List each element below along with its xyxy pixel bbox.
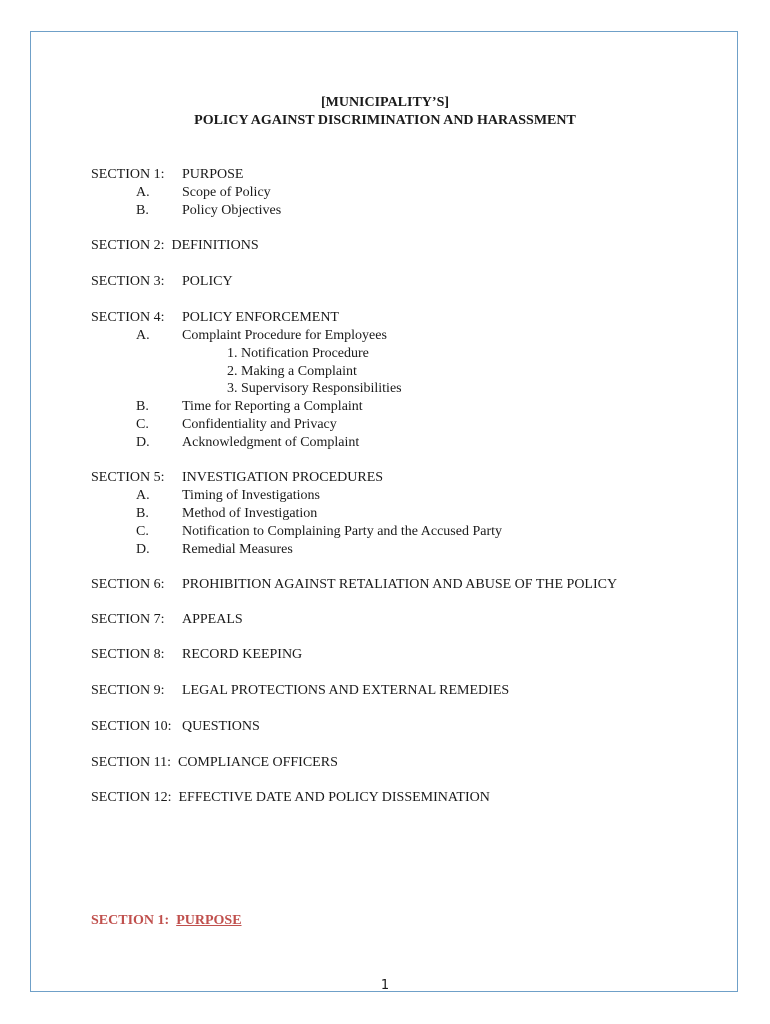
toc-item-text: Acknowledgment of Complaint bbox=[182, 435, 360, 450]
toc-subitem: 2. Making a Complaint bbox=[227, 364, 357, 379]
section-label: SECTION 11: bbox=[91, 755, 171, 770]
page-number: 1 bbox=[380, 978, 390, 993]
toc-section-6 bbox=[91, 577, 617, 593]
toc-item-text: Method of Investigation bbox=[182, 506, 318, 521]
document-title-line-2: POLICY AGAINST DISCRIMINATION AND HARASSMENT bbox=[194, 113, 576, 128]
section-title: RECORD KEEPING bbox=[182, 647, 303, 662]
section-title: QUESTIONS bbox=[182, 719, 260, 734]
section-label: SECTION 4: bbox=[91, 310, 165, 325]
toc-section-1 bbox=[91, 167, 243, 183]
section-title: PURPOSE bbox=[182, 167, 244, 182]
toc-item-text: Notification to Complaining Party and the Accused Party bbox=[182, 524, 502, 539]
toc-item-text: Policy Objectives bbox=[182, 203, 282, 218]
toc-item: B. bbox=[136, 506, 149, 521]
toc-item: C. bbox=[136, 417, 149, 432]
body-section-heading bbox=[91, 913, 242, 929]
heading-label: SECTION 1: bbox=[91, 913, 170, 928]
toc-section-11 bbox=[91, 755, 338, 771]
section-label: SECTION 7: bbox=[91, 612, 165, 627]
toc-section-7 bbox=[91, 612, 243, 628]
section-label: SECTION 5: bbox=[91, 470, 165, 485]
toc-item: D. bbox=[136, 542, 150, 557]
document-title-line-1: [MUNICIPALITY’S] bbox=[320, 95, 450, 110]
toc-item: D. bbox=[136, 435, 150, 450]
section-label: SECTION 2: bbox=[91, 238, 165, 253]
section-label: SECTION 12: bbox=[91, 790, 172, 805]
toc-section-9 bbox=[91, 683, 509, 699]
toc-section-4 bbox=[91, 310, 339, 326]
toc-item: A. bbox=[136, 488, 150, 503]
section-title: INVESTIGATION PROCEDURES bbox=[182, 470, 384, 485]
section-label: SECTION 10: bbox=[91, 719, 172, 734]
section-title: POLICY bbox=[182, 274, 233, 289]
toc-item-text: Scope of Policy bbox=[182, 185, 271, 200]
toc-section-12 bbox=[91, 790, 490, 806]
toc-item-text: Time for Reporting a Complaint bbox=[182, 399, 363, 414]
section-title: EFFECTIVE DATE AND POLICY DISSEMINATION bbox=[178, 790, 490, 805]
toc-subitem: 1. Notification Procedure bbox=[227, 346, 369, 361]
section-label: SECTION 8: bbox=[91, 647, 165, 662]
toc-section-5 bbox=[91, 470, 383, 486]
toc-item: A. bbox=[136, 185, 150, 200]
section-label: SECTION 6: bbox=[91, 577, 165, 592]
toc-section-3 bbox=[91, 274, 233, 290]
toc-item-text: Complaint Procedure for Employees bbox=[182, 328, 387, 343]
toc-section-10 bbox=[91, 719, 260, 735]
section-title: LEGAL PROTECTIONS AND EXTERNAL REMEDIES bbox=[182, 683, 510, 698]
section-label: SECTION 1: bbox=[91, 167, 165, 182]
toc-item: A. bbox=[136, 328, 150, 343]
toc-item: B. bbox=[136, 399, 149, 414]
section-title: POLICY ENFORCEMENT bbox=[182, 310, 339, 325]
heading-title: PURPOSE bbox=[176, 913, 242, 928]
section-title: APPEALS bbox=[182, 612, 243, 627]
toc-section-8 bbox=[91, 647, 302, 663]
section-title: DEFINITIONS bbox=[171, 238, 259, 253]
section-title: PROHIBITION AGAINST RETALIATION AND ABUSE OF THE POLICY bbox=[182, 577, 618, 592]
toc-section-2 bbox=[91, 238, 259, 254]
toc-item: C. bbox=[136, 524, 149, 539]
section-label: SECTION 3: bbox=[91, 274, 165, 289]
toc-item-text: Confidentiality and Privacy bbox=[182, 417, 337, 432]
section-label: SECTION 9: bbox=[91, 683, 165, 698]
toc-subitem: 3. Supervisory Responsibilities bbox=[227, 381, 402, 396]
toc-item-text: Timing of Investigations bbox=[182, 488, 320, 503]
toc-item: B. bbox=[136, 203, 149, 218]
toc-item-text: Remedial Measures bbox=[182, 542, 293, 557]
section-title: COMPLIANCE OFFICERS bbox=[177, 755, 338, 770]
